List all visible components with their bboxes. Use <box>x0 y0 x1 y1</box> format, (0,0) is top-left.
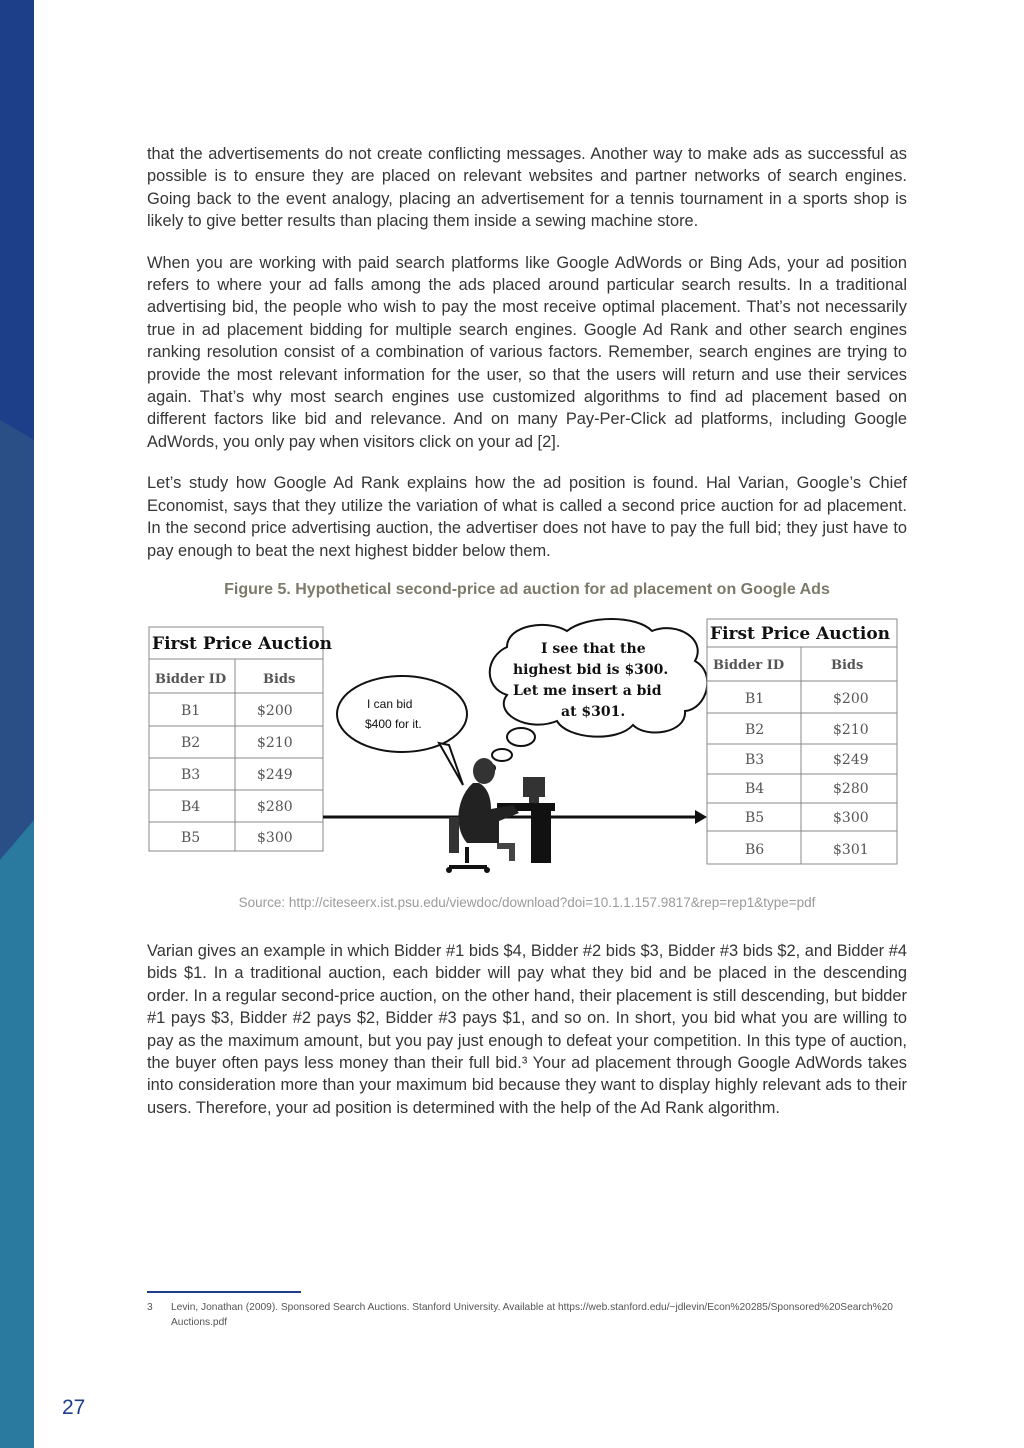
small-bubble-line-1: I can bid <box>367 696 413 711</box>
left-row-1-id: B1 <box>181 702 201 719</box>
right-row-1-bid: $200 <box>833 690 869 707</box>
right-row-6-bid: $301 <box>833 841 869 858</box>
big-bubble-line-4: at $301. <box>561 703 626 720</box>
big-bubble-line-1: I see that the <box>541 640 646 657</box>
small-thought-bubble <box>337 676 467 785</box>
right-row-4-id: B4 <box>745 780 765 797</box>
right-row-3-id: B3 <box>745 751 765 768</box>
page-number: 27 <box>62 1396 86 1419</box>
big-bubble-line-2: highest bid is $300. <box>513 661 669 678</box>
paragraph-3: Let’s study how Google Ad Rank explains how the ad position is found. Hal Varian, Google’s Chief Economist, says that they utilize the variation of what is called a second price auction for ad placement. In the second price advertising auction, the advertiser does not have to pay the full bid; they just have to pay enough to beat the next highest bidder below them. <box>147 474 907 560</box>
right-row-1-id: B1 <box>745 690 765 707</box>
left-bid-table <box>149 627 332 851</box>
page-content <box>147 143 907 1138</box>
right-row-4-bid: $280 <box>833 780 869 797</box>
right-row-2-id: B2 <box>745 721 765 738</box>
paragraph-1: that the advertisements do not create conflicting messages. Another way to make ads as successful as possible is to ensure they are placed on relevant websites and partner networks of search engines. Going back to the event analogy, placing an advertisement for a tennis tournament in a sports shop is likely to give better results than placing them inside a sewing machine store. <box>147 145 907 231</box>
left-row-3-bid: $249 <box>257 766 293 783</box>
auction-figure <box>147 617 907 877</box>
left-row-3-id: B3 <box>181 766 201 783</box>
right-row-3-bid: $249 <box>833 751 869 768</box>
right-row-6-id: B6 <box>745 841 765 858</box>
right-header-bidder: Bidder ID <box>713 657 785 673</box>
left-row-2-id: B2 <box>181 734 201 751</box>
footnote <box>147 1300 907 1330</box>
left-table-title: First Price Auction <box>152 633 333 654</box>
right-row-5-id: B5 <box>745 809 765 826</box>
big-thought-cloud <box>483 619 707 772</box>
footnote-text: Levin, Jonathan (2009). Sponsored Search Auctions. Stanford University. Available at https://web.stanford.edu/~jdlevin/Econ%20285/Sponsored%20Search%20 Auctions.pdf <box>171 1302 893 1328</box>
person-at-computer-illustration <box>446 758 555 873</box>
left-row-5-id: B5 <box>181 829 201 846</box>
figure-caption: Figure 5. Hypothetical second-price ad auction for ad placement on Google Ads <box>224 580 830 598</box>
side-band <box>0 0 34 1448</box>
paragraph-4: Varian gives an example in which Bidder #1 bids $4, Bidder #2 bids $3, Bidder #3 bids $2, and Bidder #4 bids $1. In a traditional auction, each bidder will pay what they bid and be placed in the descending order. In a regular second-price auction, on the other hand, their placement is still descending, but bidder #1 pays $3, Bidder #2 pays $2, Bidder #3 pays $1, and so on. In short, you bid what you are willing to pay as the maximum amount, but you pay just enough to defeat your competition. In this type of auction, the buyer often pays less money than their full bid.³ Your ad placement through Google AdWords takes into consideration more than your maximum bid because they want to display highly relevant ads to their users. Therefore, your ad position is determined with the help of the Ad Rank algorithm. <box>147 941 907 1117</box>
left-row-4-id: B4 <box>181 798 201 815</box>
paragraph-2: When you are working with paid search platforms like Google AdWords or Bing Ads, your ad position refers to where your ad falls among the ads placed around particular search results. In a traditional advertising bid, the people who wish to pay the most receive optimal placement. That’s not necessarily true in ad placement bidding for multiple search engines. Google Ad Rank and other search engines ranking resolution consist of a combination of various factors. Remember, search engines are trying to provide the most relevant information for the user, so that the users will return and use their services again. That’s why most search engines use customized algorithms to find ad placement based on different factors like bid and relevance. And on many Pay-Per-Click ad platforms, including Google AdWords, you only pay when visitors click on your ad [2]. <box>147 253 907 451</box>
footnote-divider <box>147 1291 301 1293</box>
left-row-1-bid: $200 <box>257 702 293 719</box>
footnote-number: 3 <box>147 1302 153 1313</box>
left-row-4-bid: $280 <box>257 798 293 815</box>
right-row-5-bid: $300 <box>833 809 869 826</box>
left-row-2-bid: $210 <box>257 734 293 751</box>
left-header-bidder: Bidder ID <box>155 671 227 687</box>
figure-source: Source: http://citeseerx.ist.psu.edu/viewdoc/download?doi=10.1.1.157.9817&rep=rep1&type=pdf <box>238 894 816 910</box>
small-bubble-line-2: $400 for it. <box>365 716 422 731</box>
big-bubble-line-3: Let me insert a bid <box>513 682 662 699</box>
right-bid-table <box>707 619 897 864</box>
left-row-5-bid: $300 <box>257 829 293 846</box>
left-header-bids: Bids <box>263 671 296 687</box>
right-table-title: First Price Auction <box>710 623 891 644</box>
right-row-2-bid: $210 <box>833 721 869 738</box>
right-header-bids: Bids <box>831 657 864 673</box>
